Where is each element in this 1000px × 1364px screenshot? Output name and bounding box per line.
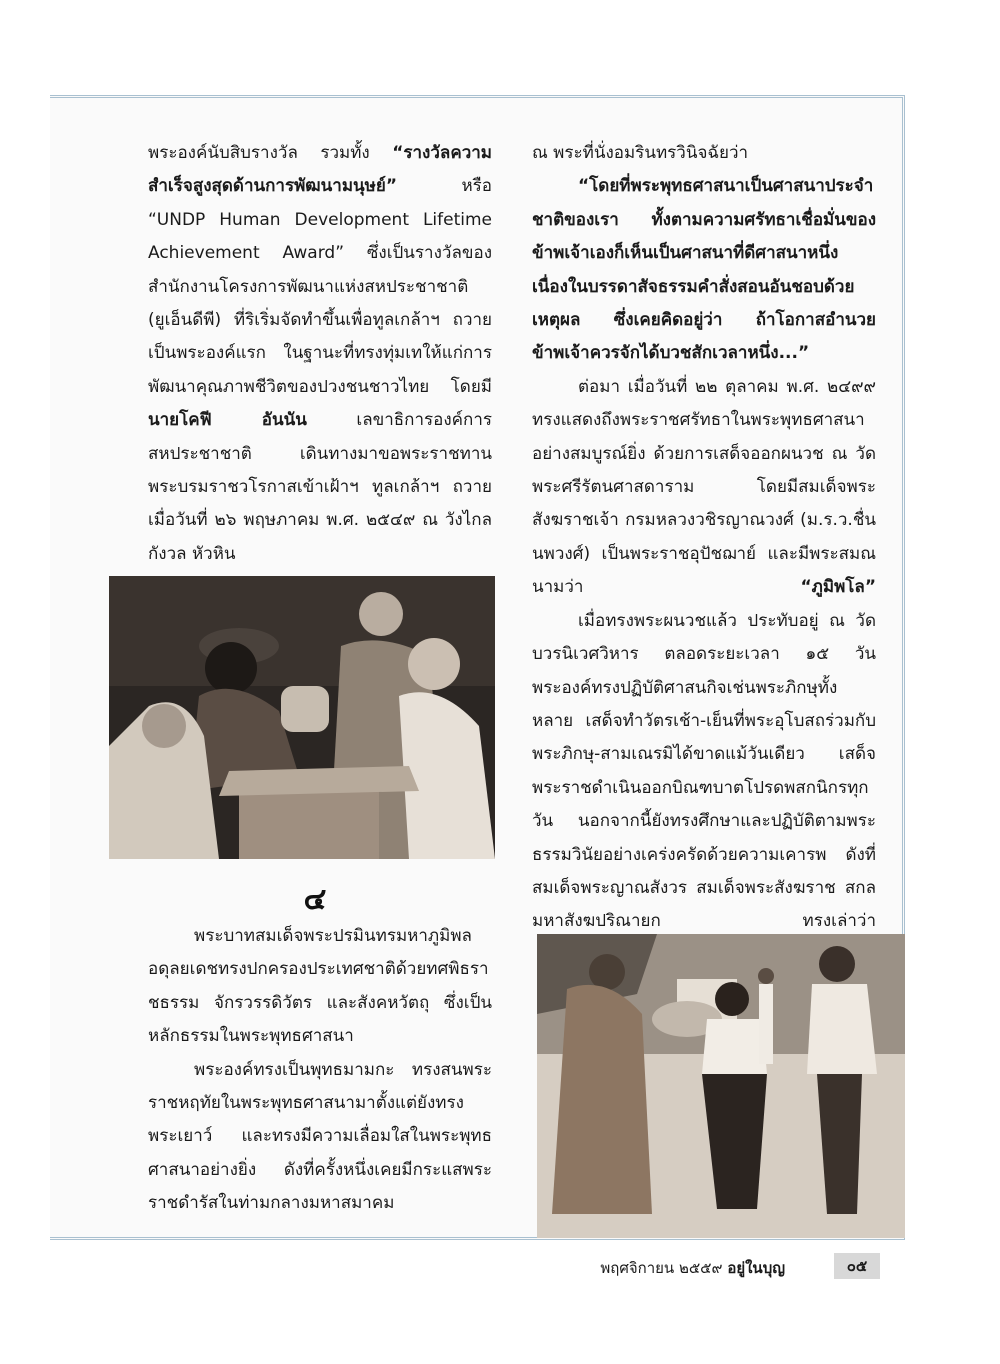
footer-magazine-title: อยู่ในบุญ [727, 1259, 785, 1277]
left-column-top [148, 137, 492, 571]
paragraph-ordination: ต่อมา เมื่อวันที่ ๒๒ ตุลาคม พ.ศ. ๒๔๙๙ ทรงแสดงถึงพระราชศรัทธาในพระพุทธศาสนาอย่างสมบูรณ์ยิ่ง ด้วยการเสด็จออกผนวช ณ วัดพระศรีรัตนศาสดาราม โดยมีสมเด็จพระสังฆราชเจ้า กรมหลวงวชิรญาณวงศ์ (ม.ร.ว.ชื่น นพวงศ์) เป็นพระราชอุปัชฌาย์ และมีพระสมณนามว่า “ภูมิพโล” [532, 376, 876, 598]
footer-issue: พฤศจิกายน ๒๕๕๙ อยู่ในบุญ [600, 1259, 785, 1277]
section-number: ๔ [303, 882, 327, 917]
photo-king-alms-round [537, 934, 905, 1238]
paragraph-award: พระองค์นับสิบรางวัล รวมทั้ง “รางวัลความสำเร็จสูงสุดด้านการพัฒนามนุษย์” หรือ “UNDP Human Development Lifetime Achievement Award” ซึ่งเป็นรางวัลของสำนักงานโครงการพัฒนาแห่งสหประชาชาติ (ยูเอ็นดีพี) ที่ริเริ่มจัดทำขึ้นเพื่อทูลเกล้าฯ ถวายเป็นพระองค์แรก ในฐานะที่ทรงทุ่มเทให้แก่การพัฒนาคุณภาพชีวิตของปวงชนชาวไทย โดยมี นายโคฟี อันนัน เลขาธิการองค์การสหประชาชาติ เดินทางมาขอพระราชทานพระบรมราชวโรกาสเข้าเฝ้าฯ ทูลเกล้าฯ ถวาย เมื่อวันที่ ๒๖ พฤษภาคม พ.ศ. ๒๕๔๙ ณ วังไกลกังวล หัวหิน [148, 143, 492, 564]
paragraph-dhamma: พระบาทสมเด็จพระปรมินทรมหาภูมิพลอดุลยเดชทรงปกครองประเทศชาติด้วยทศพิธราชธรรม จักรวรรดิวัตร และสังคหวัตถุ ซึ่งเป็นหลักธรรมในพระพุทธศาสนา [148, 926, 492, 1047]
right-column [532, 137, 876, 939]
page-footer [560, 1253, 880, 1283]
paragraph-intro-line: ณ พระที่นั่งอมรินทรวินิจฉัยว่า [532, 143, 749, 163]
paragraph-buddhist: พระองค์ทรงเป็นพุทธมามกะ ทรงสนพระราชหฤทัยในพระพุทธศาสนามาตั้งแต่ยังทรงพระเยาว์ และทรงมีความเลื่อมใสในพระพุทธศาสนาอย่างยิ่ง ดังที่ครั้งหนึ่งเคยมีกระแสพระราชดำรัสในท่ามกลางมหาสมาคม [148, 1059, 492, 1214]
left-column-bottom [148, 920, 492, 1221]
photo-queen-offering-alms [109, 576, 495, 859]
page-number: ๐๕ [834, 1253, 880, 1279]
royal-quote: “โดยที่พระพุทธศาสนาเป็นศาสนาประจำชาติของเรา ทั้งตามความศรัทธาเชื่อมั่นของข้าพเจ้าเองก็เห็นเป็นศาสนาที่ดีศาสนาหนึ่ง เนื่องในบรรดาสัจธรรมคำสั่งสอนอันชอบด้วยเหตุผล ซึ่งเคยคิดอยู่ว่า ถ้าโอกาสอำนวยข้าพเจ้าควรจักได้บวชสักเวลาหนึ่ง...” [532, 176, 876, 364]
paragraph-monkhood: เมื่อทรงพระผนวชแล้ว ประทับอยู่ ณ วัดบวรนิเวศวิหาร ตลอดระยะเวลา ๑๕ วัน พระองค์ทรงปฏิบัติศาสนกิจเช่นพระภิกษุทั้งหลาย เสด็จทำวัตรเช้า-เย็นที่พระอุโบสถร่วมกับพระภิกษุ-สามเณรมิได้ขาดแม้วันเดียว เสด็จพระราชดำเนินออกบิณฑบาตโปรดพสกนิกรทุกวัน นอกจากนี้ยังทรงศึกษาและปฏิบัติตามพระธรรมวินัยอย่างเคร่งครัดด้วยความเคารพ ดังที่สมเด็จพระญาณสังวร สมเด็จพระสังฆราช สกลมหาสังฆปริณายก ทรงเล่าว่า [532, 610, 876, 932]
